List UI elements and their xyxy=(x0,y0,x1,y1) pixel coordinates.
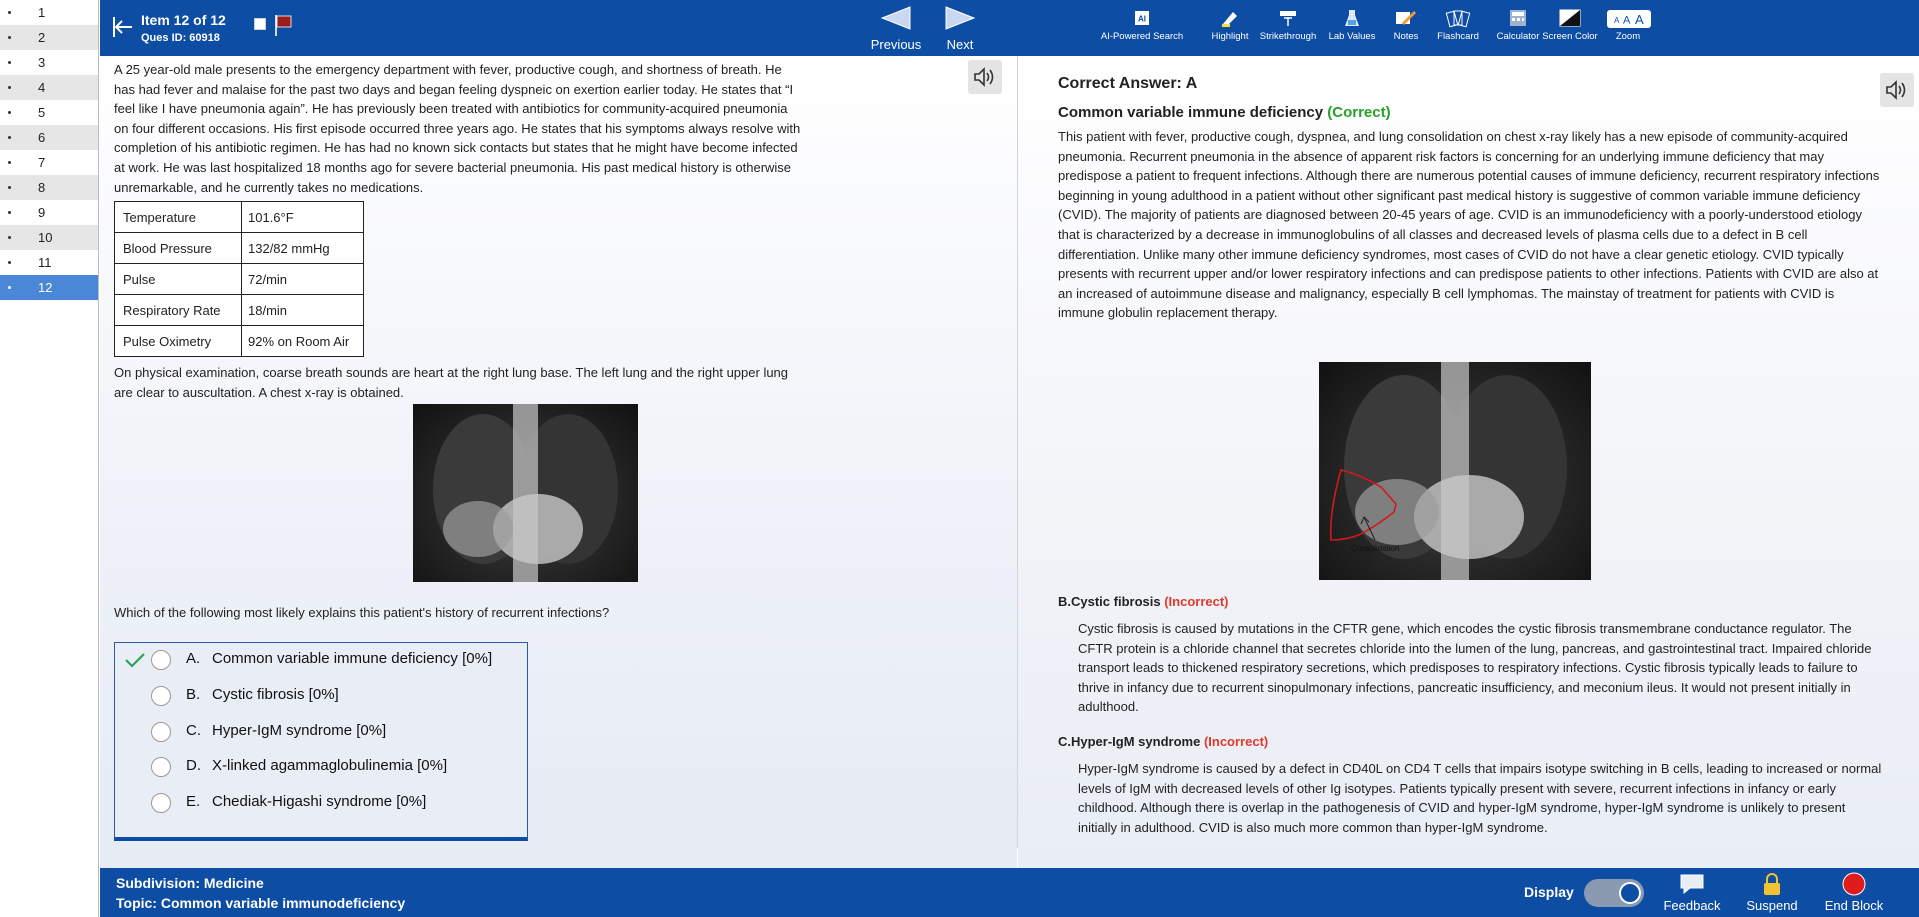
suspend-label: Suspend xyxy=(1746,898,1798,913)
chest-xray-image xyxy=(413,404,638,582)
svg-text:AI: AI xyxy=(1138,14,1146,24)
bullet-icon xyxy=(8,211,11,214)
sidebar-question-item[interactable] xyxy=(0,75,98,100)
correct-option-name: Common variable immune deficiency xyxy=(1058,104,1324,121)
vitals-table xyxy=(114,201,364,357)
screen-color-icon xyxy=(1535,9,1605,29)
choice-label: Chediak-Higashi syndrome [0%] xyxy=(212,793,427,810)
question-id: Ques ID: 60918 xyxy=(141,32,220,44)
tool-flashcard[interactable] xyxy=(1430,9,1486,42)
vital-label: Pulse xyxy=(115,264,242,295)
topic-label: Topic: Common variable immunodeficiency xyxy=(116,895,406,911)
tool-label: Flashcard xyxy=(1437,31,1479,42)
explanation-pane xyxy=(1018,56,1919,868)
sidebar-question-item[interactable] xyxy=(0,25,98,50)
suspend-button[interactable] xyxy=(1740,872,1804,913)
vital-label: Respiratory Rate xyxy=(115,295,242,326)
speaker-button-explanation[interactable] xyxy=(1880,73,1914,107)
question-prompt: Which of the following most likely explains this patient's history of recurrent infections? xyxy=(114,605,610,620)
tool-screen-color[interactable] xyxy=(1535,9,1605,42)
bullet-icon xyxy=(8,136,11,139)
vitals-row xyxy=(115,233,364,264)
sidebar-question-item[interactable] xyxy=(0,100,98,125)
feedback-label: Feedback xyxy=(1663,898,1721,913)
svg-text:A: A xyxy=(1623,14,1631,27)
tool-label: Lab Values xyxy=(1328,31,1376,42)
question-number: 2 xyxy=(38,30,46,45)
choice-letter: E. xyxy=(186,793,201,810)
highlight-icon xyxy=(1205,9,1255,29)
next-button[interactable] xyxy=(930,6,990,52)
tool-label: Zoom xyxy=(1615,31,1641,42)
choice-label: X-linked agammaglobulinemia [0%] xyxy=(212,757,448,774)
bullet-icon xyxy=(8,261,11,264)
feedback-button[interactable] xyxy=(1660,872,1724,913)
choice-letter: C. xyxy=(186,722,201,739)
question-number: 10 xyxy=(38,230,53,245)
tool-lab-values[interactable] xyxy=(1323,9,1381,42)
ai-search-icon xyxy=(1098,9,1186,29)
correct-answer-heading: Correct Answer: A xyxy=(1058,75,1198,92)
tool-strikethrough[interactable] xyxy=(1254,9,1322,42)
tool-label: Notes xyxy=(1393,31,1419,42)
choice-letter: D. xyxy=(186,757,201,774)
svg-text:A: A xyxy=(1635,12,1644,27)
bullet-icon xyxy=(8,111,11,114)
choice-text xyxy=(186,650,492,667)
radio-button[interactable] xyxy=(151,722,171,742)
question-number: 6 xyxy=(38,130,46,145)
sidebar-question-item[interactable] xyxy=(0,225,98,250)
lab-values-icon xyxy=(1323,9,1381,29)
question-number: 4 xyxy=(38,80,46,95)
subdivision-label: Subdivision: Medicine xyxy=(116,875,264,891)
bullet-icon xyxy=(8,161,11,164)
choice-label: Cystic fibrosis [0%] xyxy=(212,686,339,703)
tool-notes[interactable] xyxy=(1386,9,1426,42)
bullet-icon xyxy=(8,61,11,64)
item-counter: Item 12 of 12 xyxy=(141,12,226,28)
top-toolbar xyxy=(100,0,1919,56)
speaker-button[interactable] xyxy=(968,60,1002,94)
option-c-title xyxy=(1058,734,1268,749)
toggle-knob xyxy=(1619,882,1641,904)
sidebar-question-item[interactable] xyxy=(0,125,98,150)
question-pane xyxy=(100,56,1017,868)
choice-label: Common variable immune deficiency [0%] xyxy=(212,650,493,667)
mark-checkbox[interactable] xyxy=(254,18,266,30)
answer-choice-e[interactable] xyxy=(115,786,527,820)
choice-text xyxy=(186,757,447,774)
option-b-title xyxy=(1058,594,1229,609)
tool-label: Calculator xyxy=(1496,31,1540,42)
radio-button[interactable] xyxy=(151,650,171,670)
answer-choice-b[interactable] xyxy=(115,679,527,713)
bullet-icon xyxy=(8,11,11,14)
end-block-label: End Block xyxy=(1824,898,1884,913)
exam-text: On physical examination, coarse breath sounds are heart at the right lung base. The left lung and the right upper lung are clear to auscultation. A chest x-ray is obtained. xyxy=(114,365,789,400)
display-label: Display xyxy=(1524,884,1574,900)
back-arrow-icon[interactable] xyxy=(110,14,134,40)
question-number: 3 xyxy=(38,55,46,70)
tool-label: AI-Powered Search xyxy=(1100,31,1184,42)
sidebar-question-item[interactable] xyxy=(0,275,98,300)
choice-letter: A. xyxy=(186,650,201,667)
bullet-icon xyxy=(8,86,11,89)
previous-button[interactable] xyxy=(866,6,926,52)
bullet-icon xyxy=(8,236,11,239)
vitals-row xyxy=(115,264,364,295)
question-number: 8 xyxy=(38,180,46,195)
answer-choice-c[interactable] xyxy=(115,715,527,749)
feedback-icon xyxy=(1678,872,1706,896)
question-list-sidebar xyxy=(0,0,99,917)
bullet-icon xyxy=(8,286,11,289)
flag-icon[interactable] xyxy=(274,13,292,37)
notes-icon xyxy=(1386,9,1426,29)
stop-icon xyxy=(1842,872,1866,896)
question-number: 11 xyxy=(38,255,52,270)
bullet-icon xyxy=(8,186,11,189)
radio-button[interactable] xyxy=(151,793,171,813)
tool-zoom[interactable] xyxy=(1606,9,1650,42)
answer-choices xyxy=(114,642,528,841)
consolidation-label: Consolidation xyxy=(1351,544,1400,553)
sidebar-question-item[interactable] xyxy=(0,175,98,200)
correct-explanation: This patient with fever, productive cough, dyspnea, and lung consolidation on chest x-ray likely has a new episode of community-acquired pneumonia. Recurrent pneumonia in the absence of apparent risk factors is concerning for an underlying immune deficiency that may predispose a patient to frequent infections. Although there are numerous potential causes of immune deficiency, recurrent respiratory infections beginning in young adulthood in a patient without other significant past medical history is suggestive of common variable immune deficiency (CVID). The majority of patients are diagnosed between 20-45 years of age. CVID is an immunodeficiency with a poorly-understood etiology that is characterized by a decrease in immunoglobulins of all classes and decreased levels of plasma cells due to a defect in B cell differentiation. Unlike many other immune deficiency syndromes, most cases of CVID do not have a clear genetic etiology. CVID typically presents with recurrent upper and/or lower respiratory infections and can predispose patients to other infections. Patients with CVID are also at an increased of autoimmune disease and malignancy, especially B cell lymphomas. The mainstay of treatment for patients with CVID is immune globulin replacement therapy. xyxy=(1058,129,1880,321)
choice-text xyxy=(186,722,386,739)
zoom-icon xyxy=(1606,9,1650,29)
end-block-button[interactable] xyxy=(1818,872,1890,913)
sidebar-question-item[interactable] xyxy=(0,250,98,275)
question-number: 9 xyxy=(38,205,46,220)
tool-label: Strikethrough xyxy=(1259,31,1317,42)
tool-highlight[interactable] xyxy=(1205,9,1255,42)
tool-ai-powered-search[interactable] xyxy=(1098,9,1186,42)
previous-label: Previous xyxy=(870,37,922,52)
tool-label: Highlight xyxy=(1211,31,1249,42)
lock-icon xyxy=(1760,872,1784,896)
vital-label: Temperature xyxy=(115,202,242,233)
vitals-row xyxy=(115,295,364,326)
sidebar-question-item[interactable] xyxy=(0,0,98,25)
triangle-left-icon xyxy=(880,6,912,30)
sidebar-question-item[interactable] xyxy=(0,50,98,75)
vital-value: 72/min xyxy=(242,264,364,295)
option-b-name: B.Cystic fibrosis xyxy=(1058,594,1161,609)
tool-label: Screen Color xyxy=(1542,31,1598,42)
choice-text xyxy=(186,686,339,703)
option-c-explanation: Hyper-IgM syndrome is caused by a defect in CD40L on CD4 T cells that impairs isotype switching in B cells, leading to increased or normal levels of IgM with decreased levels of other Ig isotypes. Patients typically present with severe, recurrent infections in infancy or early childhood. Although there is overlap in the pathogenesis of CVID and hyper-IgM syndrome, hyper-IgM syndrome is unlikely to present initially in adulthood. CVID is also much more common than hyper-IgM syndrome. xyxy=(1078,761,1882,835)
option-c-name: C.Hyper-IgM syndrome xyxy=(1058,734,1201,749)
option-b-explanation: Cystic fibrosis is caused by mutations in the CFTR gene, which encodes the cystic fibrosis transmembrane conductance regulator. The CFTR protein is a chloride channel that secretes chloride into the lumen of the lung, pancreas, and gastrointestinal tract. Impaired chloride transport leads to thickened respiratory secretions, which predisposes to respiratory infections. Cystic fibrosis typically leads to failure to thrive in infancy due to recurrent sinopulmonary infections, pancreatic insufficiency, and meconium ileus. It would not present initially in adulthood. xyxy=(1078,621,1872,715)
triangle-right-icon xyxy=(944,6,976,30)
sidebar-question-item[interactable] xyxy=(0,150,98,175)
vital-value: 18/min xyxy=(242,295,364,326)
option-b-tag: (Incorrect) xyxy=(1164,594,1229,609)
next-label: Next xyxy=(946,37,974,52)
vital-label: Blood Pressure xyxy=(115,233,242,264)
question-number: 1 xyxy=(38,5,46,20)
speaker-icon xyxy=(1880,73,1914,107)
question-number: 12 xyxy=(38,280,53,295)
question-number: 5 xyxy=(38,105,46,120)
vital-value: 132/82 mmHg xyxy=(242,233,364,264)
correct-option-title xyxy=(1058,104,1391,121)
sidebar-question-item[interactable] xyxy=(0,200,98,225)
question-number: 7 xyxy=(38,155,46,170)
choice-letter: B. xyxy=(186,686,201,703)
vitals-row xyxy=(115,202,364,233)
vital-value: 101.6°F xyxy=(242,202,364,233)
speaker-icon xyxy=(968,60,1002,94)
vital-label: Pulse Oximetry xyxy=(115,326,242,357)
bottom-bar xyxy=(100,868,1919,917)
flashcard-icon xyxy=(1430,9,1486,29)
svg-text:A: A xyxy=(1614,16,1620,25)
correct-tag: (Correct) xyxy=(1327,104,1391,121)
radio-button[interactable] xyxy=(151,686,171,706)
choice-text xyxy=(186,793,426,810)
vitals-row xyxy=(115,326,364,357)
bullet-icon xyxy=(8,36,11,39)
option-c-tag: (Incorrect) xyxy=(1203,734,1269,749)
vital-value: 92% on Room Air xyxy=(242,326,364,357)
strikethrough-icon xyxy=(1254,9,1322,29)
question-stem: A 25 year-old male presents to the emergency department with fever, productive cough, and shortness of breath. He has had fever and malaise for the past two days and began feeling dyspneic on exertion earlier today. He states that “I feel like I have pneumonia again”. He has previously been treated with antibiotics for community-acquired pneumonia on four different occasions. His first episode occurred three years ago. He states that his symptoms always resolve with completion of his antibiotic regimen. He has had no known sick contacts but states that he might have become infected at work. He was last hospitalized 18 months ago for severe bacterial pneumonia. His past medical history is otherwise unremarkable, and he currently takes no medications. xyxy=(114,62,801,195)
radio-button[interactable] xyxy=(151,757,171,777)
answer-choice-d[interactable] xyxy=(115,750,527,784)
answer-choice-a[interactable] xyxy=(115,643,527,677)
annotated-xray-image xyxy=(1319,362,1591,580)
display-toggle[interactable] xyxy=(1584,879,1644,907)
choice-label: Hyper-IgM syndrome [0%] xyxy=(212,722,387,739)
